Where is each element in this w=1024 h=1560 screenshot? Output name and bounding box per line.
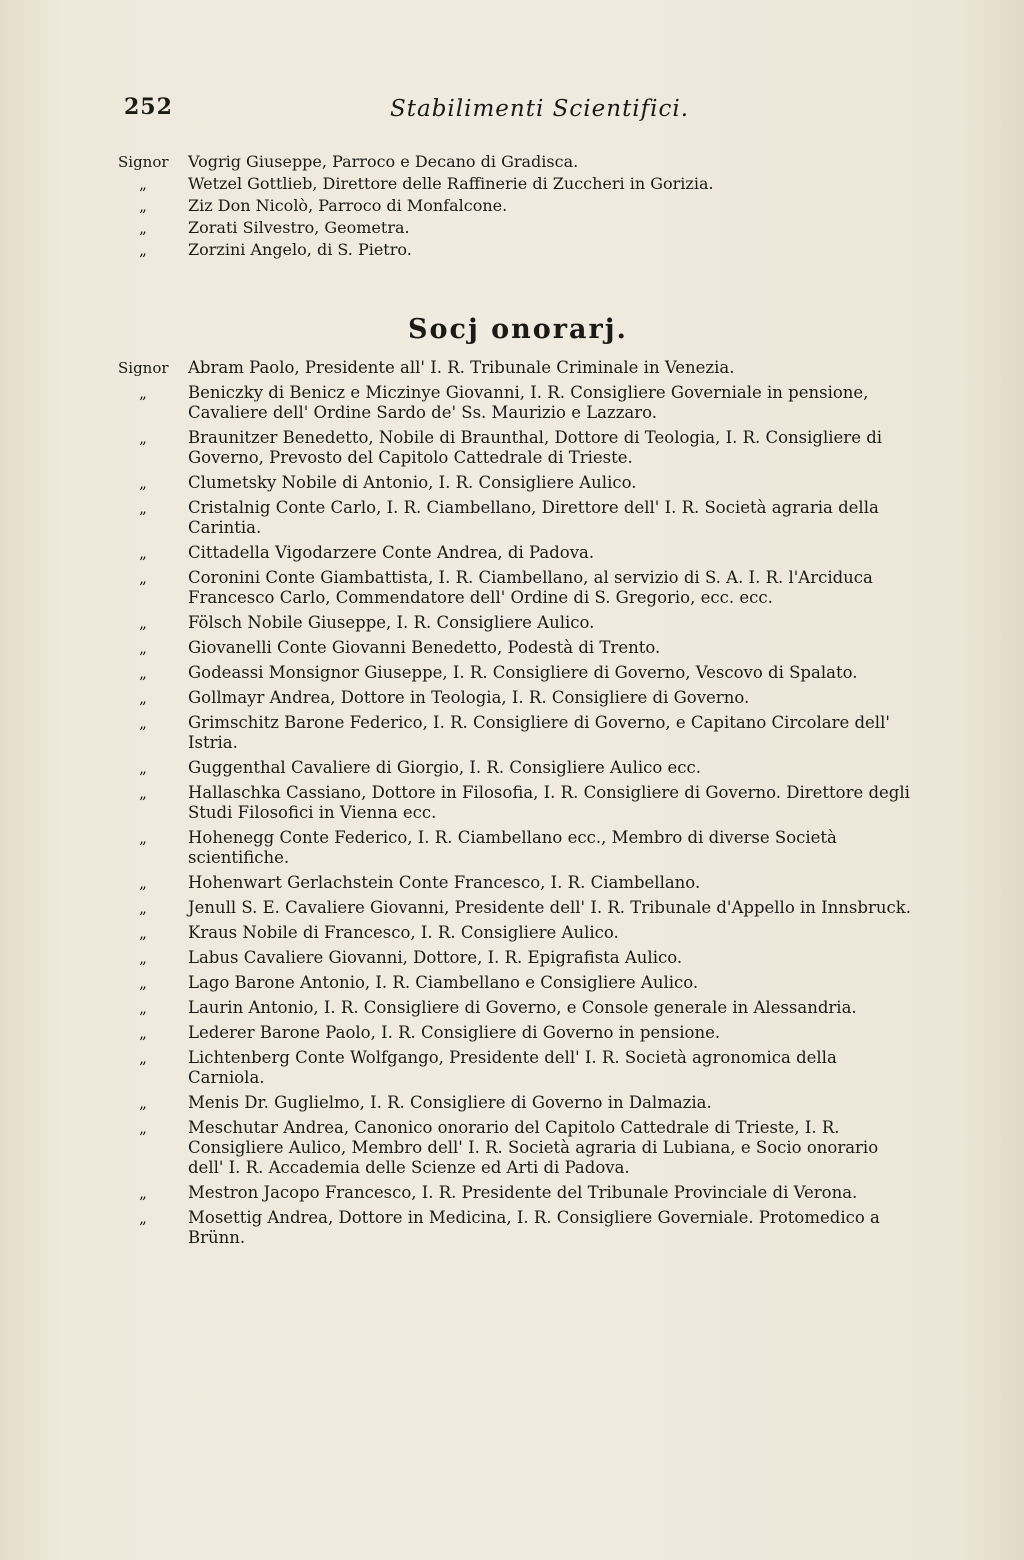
entry-prefix: „ xyxy=(139,1184,147,1202)
entry-prefix: „ xyxy=(139,614,147,632)
member-entry xyxy=(118,196,918,216)
entry-prefix: „ xyxy=(139,1119,147,1137)
member-entry xyxy=(118,358,918,378)
entry-text: Menis Dr. Guglielmo, I. R. Consigliere di Governo in Dalmazia. xyxy=(188,1093,712,1112)
member-entry xyxy=(118,1118,918,1178)
entry-text: Cristalnig Conte Carlo, I. R. Ciambellano, Direttore dell' I. R. Società agraria della Carintia. xyxy=(188,498,879,537)
entry-prefix: „ xyxy=(139,1209,147,1227)
entry-text: Beniczky di Benicz e Miczinye Giovanni, I. R. Consigliere Governiale in pensione, Cavaliere dell' Ordine Sardo de' Ss. Maurizio e Lazzaro. xyxy=(188,383,869,422)
page-number: 252 xyxy=(124,94,173,120)
entry-prefix: „ xyxy=(139,1049,147,1067)
entry-text: Fölsch Nobile Giuseppe, I. R. Consigliere Aulico. xyxy=(188,613,595,632)
entry-prefix: „ xyxy=(139,1024,147,1042)
entry-prefix: „ xyxy=(139,874,147,892)
page-header xyxy=(120,94,920,134)
member-entry xyxy=(118,428,918,468)
entry-text: Jenull S. E. Cavaliere Giovanni, Presidente dell' I. R. Tribunale d'Appello in Innsbruck. xyxy=(188,898,911,917)
honorary-members-list xyxy=(118,358,918,1253)
entry-text: Coronini Conte Giambattista, I. R. Ciambellano, al servizio di S. A. I. R. l'Arciduca Francesco Carlo, Commendatore dell' Ordine di S. Gregorio, ecc. ecc. xyxy=(188,568,873,607)
member-entry xyxy=(118,498,918,538)
entry-prefix: „ xyxy=(139,499,147,517)
member-entry xyxy=(118,973,918,993)
entry-text: Grimschitz Barone Federico, I. R. Consigliere di Governo, e Capitano Circolare dell' Istria. xyxy=(188,713,890,752)
entry-prefix: „ xyxy=(139,689,147,707)
member-entry xyxy=(118,873,918,893)
entry-text: Hallaschka Cassiano, Dottore in Filosofia, I. R. Consigliere di Governo. Direttore degli Studi Filosofici in Vienna ecc. xyxy=(188,783,910,822)
member-entry xyxy=(118,688,918,708)
member-entry xyxy=(118,613,918,633)
entry-prefix: „ xyxy=(139,219,147,237)
entry-prefix: „ xyxy=(139,664,147,682)
entry-text: Abram Paolo, Presidente all' I. R. Tribunale Criminale in Venezia. xyxy=(188,358,735,377)
entry-prefix: „ xyxy=(139,474,147,492)
entry-prefix: „ xyxy=(139,829,147,847)
entry-prefix: „ xyxy=(139,784,147,802)
entry-text: Lederer Barone Paolo, I. R. Consigliere di Governo in pensione. xyxy=(188,1023,721,1042)
entry-prefix: „ xyxy=(139,999,147,1017)
entry-prefix: „ xyxy=(139,544,147,562)
member-entry xyxy=(118,218,918,238)
member-entry xyxy=(118,638,918,658)
entry-text: Mestron Jacopo Francesco, I. R. Presidente del Tribunale Provinciale di Verona. xyxy=(188,1183,858,1202)
entry-text: Ziz Don Nicolò, Parroco di Monfalcone. xyxy=(188,196,508,215)
member-entry xyxy=(118,663,918,683)
entry-prefix: „ xyxy=(139,1094,147,1112)
entry-prefix: „ xyxy=(139,241,147,259)
entry-prefix: „ xyxy=(139,197,147,215)
member-entry xyxy=(118,543,918,563)
member-entry xyxy=(118,998,918,1018)
entry-text: Meschutar Andrea, Canonico onorario del Capitolo Cattedrale di Trieste, I. R. Consigliere Aulico, Membro dell' I. R. Società agraria di Lubiana, e Socio onorario dell' I. R. Accademia delle Scienze ed Arti di Padova. xyxy=(188,1118,879,1177)
member-entry xyxy=(118,1023,918,1043)
member-entry xyxy=(118,174,918,194)
entry-text: Mosettig Andrea, Dottore in Medicina, I. R. Consigliere Governiale. Protomedico a Brünn. xyxy=(188,1208,880,1247)
entry-text: Gollmayr Andrea, Dottore in Teologia, I. R. Consigliere di Governo. xyxy=(188,688,750,707)
entry-prefix: Signor xyxy=(118,153,169,171)
entry-text: Hohenegg Conte Federico, I. R. Ciambellano ecc., Membro di diverse Società scientifiche. xyxy=(188,828,837,867)
entry-prefix: „ xyxy=(139,639,147,657)
member-entry xyxy=(118,152,918,172)
entry-prefix: „ xyxy=(139,899,147,917)
member-entry xyxy=(118,383,918,423)
entry-text: Laurin Antonio, I. R. Consigliere di Governo, e Console generale in Alessandria. xyxy=(188,998,857,1017)
entry-text: Cittadella Vigodarzere Conte Andrea, di Padova. xyxy=(188,543,595,562)
entry-text: Lichtenberg Conte Wolfgango, Presidente dell' I. R. Società agronomica della Carniola. xyxy=(188,1048,837,1087)
member-entry xyxy=(118,1183,918,1203)
entry-prefix: „ xyxy=(139,384,147,402)
member-entry xyxy=(118,1048,918,1088)
entry-text: Zorzini Angelo, di S. Pietro. xyxy=(188,240,412,259)
member-entry xyxy=(118,783,918,823)
member-entry xyxy=(118,1093,918,1113)
member-entry xyxy=(118,898,918,918)
entry-prefix: „ xyxy=(139,175,147,193)
entry-prefix: „ xyxy=(139,569,147,587)
member-entry xyxy=(118,713,918,753)
entry-text: Guggenthal Cavaliere di Giorgio, I. R. Consigliere Aulico ecc. xyxy=(188,758,702,777)
entry-text: Zorati Silvestro, Geometra. xyxy=(188,218,410,237)
ordinary-members-list xyxy=(118,152,918,262)
member-entry xyxy=(118,1208,918,1248)
running-title: Stabilimenti Scientifici. xyxy=(390,96,690,122)
member-entry xyxy=(118,758,918,778)
member-entry xyxy=(118,473,918,493)
entry-text: Braunitzer Benedetto, Nobile di Braunthal, Dottore di Teologia, I. R. Consigliere di Governo, Prevosto del Capitolo Cattedrale di Trieste. xyxy=(188,428,883,467)
entry-prefix: „ xyxy=(139,949,147,967)
section-heading: Socj onorarj. xyxy=(408,314,628,345)
entry-prefix: „ xyxy=(139,429,147,447)
entry-prefix: Signor xyxy=(118,359,169,377)
entry-text: Godeassi Monsignor Giuseppe, I. R. Consigliere di Governo, Vescovo di Spalato. xyxy=(188,663,858,682)
section-heading-wrap xyxy=(118,314,918,345)
member-entry xyxy=(118,923,918,943)
entry-prefix: „ xyxy=(139,759,147,777)
entry-prefix: „ xyxy=(139,974,147,992)
member-entry xyxy=(118,948,918,968)
entry-text: Giovanelli Conte Giovanni Benedetto, Podestà di Trento. xyxy=(188,638,661,657)
entry-text: Wetzel Gottlieb, Direttore delle Raffinerie di Zuccheri in Gorizia. xyxy=(188,174,714,193)
entry-text: Lago Barone Antonio, I. R. Ciambellano e Consigliere Aulico. xyxy=(188,973,699,992)
entry-text: Labus Cavaliere Giovanni, Dottore, I. R. Epigrafista Aulico. xyxy=(188,948,683,967)
member-entry xyxy=(118,240,918,260)
entry-prefix: „ xyxy=(139,714,147,732)
entry-prefix: „ xyxy=(139,924,147,942)
member-entry xyxy=(118,568,918,608)
entry-text: Kraus Nobile di Francesco, I. R. Consigliere Aulico. xyxy=(188,923,619,942)
entry-text: Vogrig Giuseppe, Parroco e Decano di Gradisca. xyxy=(188,152,579,171)
entry-text: Clumetsky Nobile di Antonio, I. R. Consigliere Aulico. xyxy=(188,473,637,492)
entry-text: Hohenwart Gerlachstein Conte Francesco, I. R. Ciambellano. xyxy=(188,873,701,892)
member-entry xyxy=(118,828,918,868)
